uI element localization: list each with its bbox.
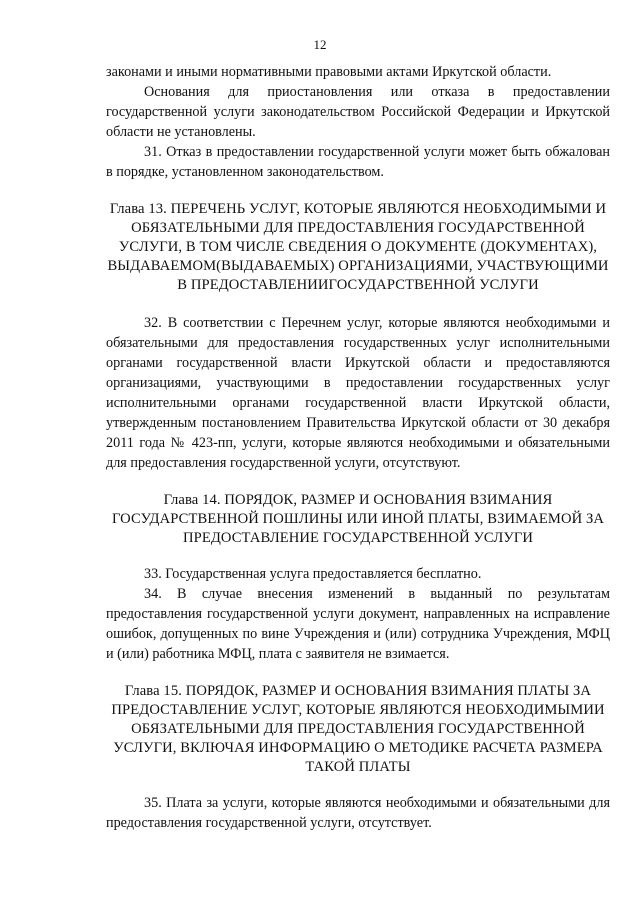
paragraph-33: 33. Государственная услуга предоставляется бесплатно. [144, 566, 482, 582]
paragraph-32: 32. В соответствии с Перечнем услуг, которые являются необходимыми и обязательными для предоставления государственных услуг исполнительными органами государственной власти Иркутской области и предоставляются организациями, участвующими в предоставлении государственных услуг исполнительными органами государственной власти Иркутской области, утвержденным постановлением Правительства Иркутской области от 30 декабря 2011 года № 423-пп, услуги, которые являются необходимыми и обязательными для предоставления государственной услуги, отсутствуют. [106, 315, 610, 471]
paragraph-continuation: законами и иными нормативными правовыми актами Иркутской области. [106, 64, 552, 80]
paragraph-31: 31. Отказ в предоставлении государственной услуги может быть обжалован в порядке, установленном законодательством. [106, 144, 610, 180]
chapter-13-title: Глава 13. ПЕРЕЧЕНЬ УСЛУГ, КОТОРЫЕ ЯВЛЯЮТСЯ НЕОБХОДИМЫМИ И ОБЯЗАТЕЛЬНЫМИ ДЛЯ ПРЕДОСТАВЛЕНИЯ ГОСУДАРСТВЕННОЙ УСЛУГИ, В ТОМ ЧИСЛЕ СВЕДЕНИЯ О ДОКУМЕНТЕ (ДОКУМЕНТАХ), ВЫДАВАЕМОМ(ВЫДАВАЕМЫХ) ОРГАНИЗАЦИЯМИ, УЧАСТВУЮЩИМИ В ПРЕДОСТАВЛЕНИИГОСУДАРСТВЕННОЙ УСЛУГИ [107, 201, 609, 293]
paragraph-grounds: Основания для приостановления или отказа в предоставлении государственной услуги законодательством Российской Федерации и Иркутской области не установлены. [106, 84, 610, 140]
paragraph-35: 35. Плата за услуги, которые являются необходимыми и обязательными для предоставления государственной услуги, отсутствует. [106, 795, 610, 831]
page-number: 12 [313, 37, 327, 52]
chapter-15-title: Глава 15. ПОРЯДОК, РАЗМЕР И ОСНОВАНИЯ ВЗИМАНИЯ ПЛАТЫ ЗА ПРЕДОСТАВЛЕНИЕ УСЛУГ, КОТОРЫЕ ЯВЛЯЮТСЯ НЕОБХОДИМЫМИИ ОБЯЗАТЕЛЬНЫМИ ДЛЯ ПРЕДОСТАВЛЕНИЯ ГОСУДАРСТВЕННОЙ УСЛУГИ, ВКЛЮЧАЯ ИНФОРМАЦИЮ О МЕТОДИКЕ РАСЧЕТА РАЗМЕРА ТАКОЙ ПЛАТЫ [111, 683, 605, 775]
chapter-14-title: Глава 14. ПОРЯДОК, РАЗМЕР И ОСНОВАНИЯ ВЗИМАНИЯ ГОСУДАРСТВЕННОЙ ПОШЛИНЫ ИЛИ ИНОЙ ПЛАТЫ, ВЗИМАЕМОЙ ЗА ПРЕДОСТАВЛЕНИЕ ГОСУДАРСТВЕННОЙ УСЛУГИ [111, 492, 605, 546]
document-body [106, 62, 610, 833]
paragraph-34: 34. В случае внесения изменений в выданный по результатам предоставления государственной услуги документ, направленных на исправление ошибок, допущенных по вине Учреждения и (или) сотрудника Учреждения, МФЦ и (или) работника МФЦ, плата с заявителя не взимается. [106, 586, 610, 662]
